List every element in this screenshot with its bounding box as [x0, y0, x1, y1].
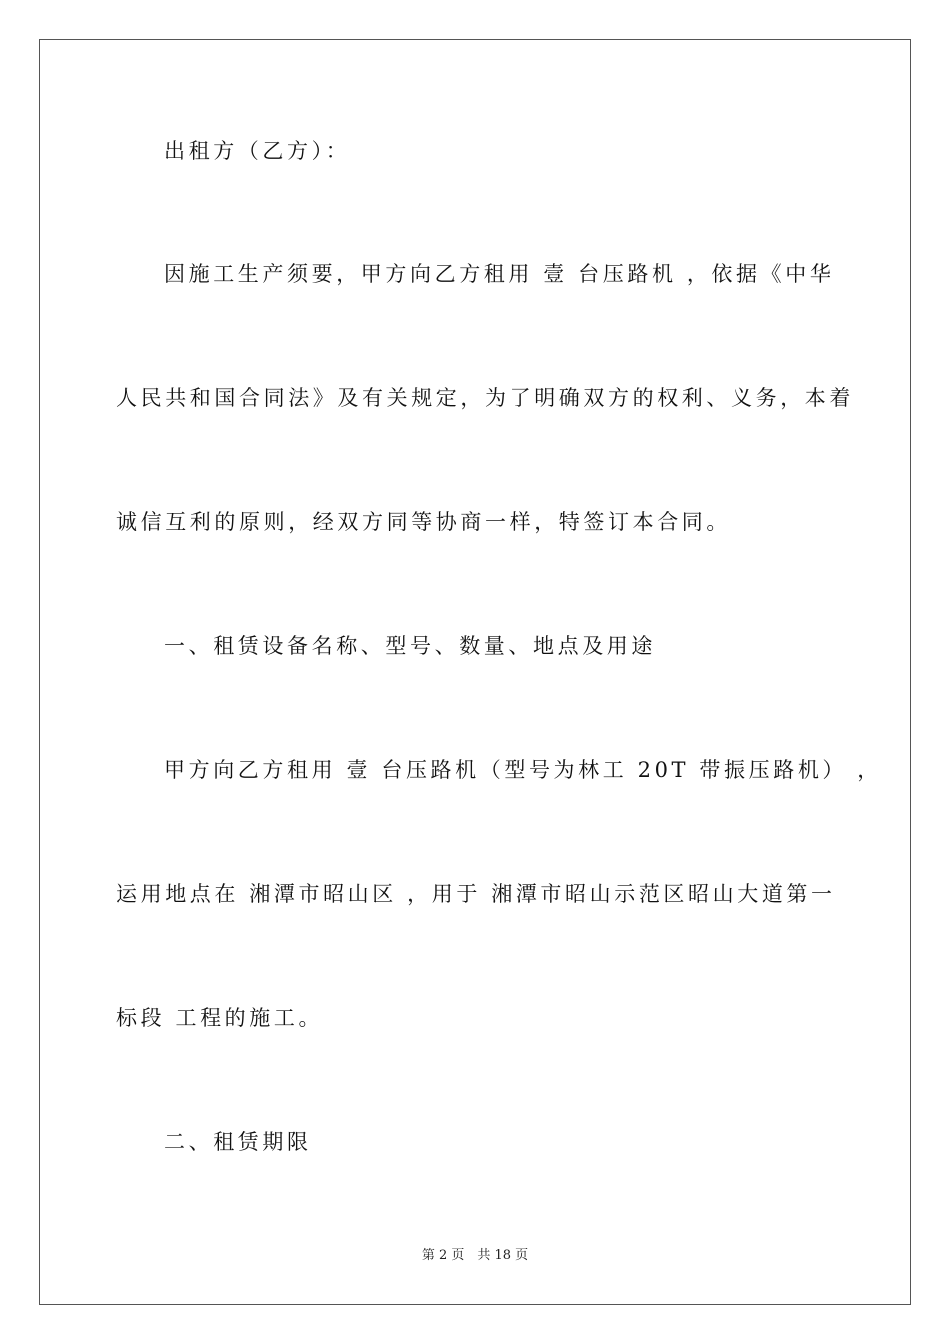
paragraph-line: 因施工生产须要，甲方向乙方租用 壹 台压路机 ，依据《中华	[164, 262, 835, 286]
paragraph-line: 人民共和国合同法》及有关规定，为了明确双方的权利、义务，本着	[116, 386, 854, 410]
paragraph-line: 运用地点在 湘潭市昭山区 ，用于 湘潭市昭山示范区昭山大道第一	[116, 882, 836, 906]
page-number-footer: 第 2 页 共 18 页	[421, 1248, 529, 1263]
page-border	[39, 39, 911, 1305]
section-heading-1: 一、租赁设备名称、型号、数量、地点及用途	[164, 634, 656, 658]
section-heading-2: 二、租赁期限	[164, 1130, 312, 1154]
lessor-party-line: 出租方（乙方）：	[164, 139, 351, 163]
paragraph-line: 标段 工程的施工。	[116, 1006, 324, 1030]
paragraph-line: 诚信互利的原则，经双方同等协商一样，特签订本合同。	[116, 510, 731, 534]
paragraph-line: 甲方向乙方租用 壹 台压路机（型号为林工 20T 带振压路机） ，	[164, 758, 882, 782]
